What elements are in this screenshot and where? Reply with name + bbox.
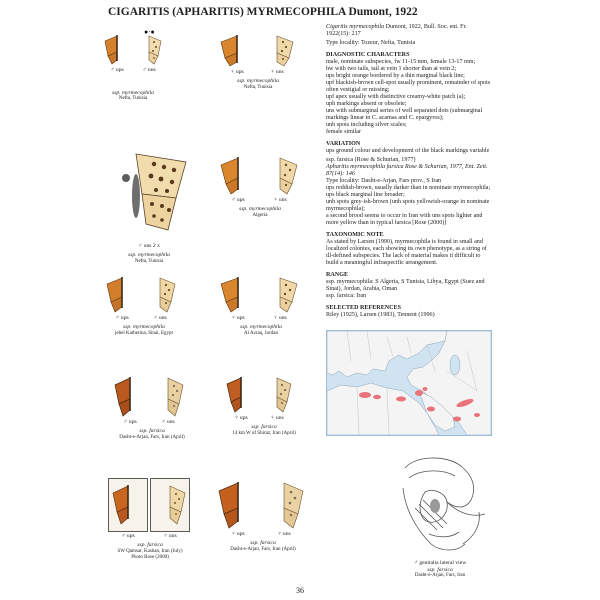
genitalia-subspecies: ssp. farsica [427,566,453,573]
butterfly-uns-image [142,274,178,314]
farsica-line: ups black marginal line broader; [326,192,405,198]
specimen-label: ♀ ups [231,531,245,537]
specimen-locality: Nefta, Tunisia [134,258,164,264]
butterfly-uns-enlarged-image [106,146,192,242]
butterfly-ups-photo [108,478,148,532]
specimen-plate [100,28,315,583]
diagnostic-line: upf apex usually with distinctive creamy-white patch (a); [326,94,466,100]
specimen-figure [102,32,164,73]
specimen-label: ♀ uns [270,415,284,421]
butterfly-ups-image [104,274,140,314]
original-citation [326,24,492,38]
range-line: ssp. farsica: Iran [326,293,367,299]
specimen-label: ♂ uns [153,315,167,321]
specimen-locality: Dasht-e-Arjan, Fars, Iran (April) [230,546,296,552]
section-heading-diagnostic: DIAGNOSTIC CHARACTERS [326,52,410,58]
section-heading-variation: VARIATION [326,141,361,147]
specimen-locality: jebel Katherina, Sinai, Egypt [115,330,173,336]
specimen-subspecies: ssp. farsica [251,424,277,431]
specimen-label: ♂ uns [163,533,177,539]
taxonomic-note: As stated by Larsen (1990), myrmecophila is found in small and localized colonies, each showing its own phenotype, as a string of ill-defined subspecies. The lack of material makes it difficult to build a meaningful infraspecific arrangement. [326,239,487,266]
genitalia-label: ♂ genitalia lateral view [413,560,467,567]
genitalia-drawing [385,448,495,558]
diagnostic-line: upf blackish-brown cell-spot usually prominent, remainder of spots often vestigial or missing; [326,80,491,93]
butterfly-uns-image [134,32,164,66]
butterfly-ups-image [218,274,258,314]
diagnostic-line: female similar [326,129,362,135]
specimen-figure [104,146,194,265]
butterfly-uns-image [150,374,186,418]
citation-reference: Dumont, 1922, Bull. Soc. ent. Fr. 1922(15): 217 [326,24,467,37]
butterfly-uns-image [260,154,300,196]
farsica-line: ups reddish-brown, usually darker than in nominate myrmecophila; [326,185,491,191]
specimen-label: ♀ uns [273,197,287,203]
specimen-subspecies: ssp. myrmecophila [123,324,165,331]
specimen-locality: Nefta, Tunisia [243,84,273,90]
specimen-label: ♂ ups [110,67,124,73]
specimen-figure [224,374,304,437]
diagnostic-line: male, nominate subspecies, fw 11-15 mm, female 13-17 mm; [326,59,476,65]
specimen-label: ♂ ups [121,533,135,539]
butterfly-ups-image [216,478,260,530]
map-image [327,331,491,435]
specimen-label: ♂ ups [231,197,245,203]
genitalia-locality: Dasht-e-Arjan, Fars, Iran [414,573,466,579]
citation-name: Cigaritis myrmecophila [326,24,385,30]
butterfly-uns-image [260,274,300,314]
butterfly-uns-image [258,32,296,68]
specimen-figure [112,374,192,441]
specimen-subspecies: ssp. myrmecophila [237,78,279,85]
specimen-label: ♂ uns [161,419,175,425]
specimen-subspecies: ssp. myrmecophila [112,90,154,96]
specimen-label: ♀ ups [231,315,245,321]
specimen-label: ♀ uns [270,69,284,75]
marker-dots: ●·● [144,28,155,36]
specimen-figure [108,478,192,562]
butterfly-uns-image [260,374,294,414]
diagnostic-line: uns with submarginal series of well separated dots (submarginal markings linear in C. acamas and C. epargyros); [326,108,483,121]
specimen-subspecies: ssp. farsica [139,428,165,435]
butterfly-ups-image [218,32,256,68]
butterfly-uns-image [262,478,306,530]
butterfly-ups-image [112,374,148,418]
specimen-label: ♀ uns [273,315,287,321]
specimen-photo-credit: Photo Rose (2000) [131,555,169,561]
range-line: ssp. myrmecophila: S Algeria, S Tunisia, Libya, Egypt (Suez and Sinai), Jordan, Arabia, Oman [326,279,485,292]
specimen-label: ♀ ups [230,69,244,75]
genitalia-figure [380,448,500,580]
farsica-line: unh spots grey-ish-brown (unh spots yellowish-orange in nominate myrmecophila); [326,199,490,212]
specimen-figure [104,274,184,337]
farsica-line: Type locality: Dasht-e-Arjan, Fars prov., S Iran [326,178,442,184]
specimen-figure [218,32,298,91]
specimen-subspecies: ssp. myrmecophila [240,324,282,331]
specimen-locality: Dasht-e-Arjan, Fars, Iran (April) [119,434,185,440]
butterfly-ups-image [102,32,132,66]
references-text: Riley (1925), Larsen (1983), Tennent (1996) [326,312,435,318]
farsica-line: a second brood seems to occur in Iran with uns spots lighter and more yellow than in typical farsica [Rose (2000)] [326,213,483,226]
specimen-subspecies: ssp. myrmecophila [239,206,281,213]
specimen-locality: SW Qamsar, Kashan, Iran (July) [117,548,183,554]
section-heading-references: SELECTED REFERENCES [326,305,402,311]
specimen-label: ♂ uns [142,67,156,73]
distribution-map [326,330,492,436]
specimen-label: ♂ uns 2 x [138,243,160,249]
specimen-subspecies: ssp. farsica [137,542,163,549]
specimen-subspecies: ssp. farsica [250,540,276,547]
type-locality: Type locality: Tozeur, Nefta, Tunisia [326,40,416,46]
specimen-figure [216,478,310,553]
specimen-locality: Nefta, Tunisia [118,96,148,102]
section-heading-range: RANGE [326,272,349,278]
butterfly-ups-image [218,154,258,196]
diagnostic-line: uph markings absent or obsolete; [326,101,407,107]
farsica-citation: Apharitis myrmecophila farsica Rose & Schurian, 1977, Ent. Zeit. 87(14): 146 [326,164,488,177]
specimen-locality: 14 km W of Shiraz, Iran (April) [232,430,296,436]
specimen-figure [218,154,302,219]
specimen-label: ♀ ups [234,415,248,421]
specimen-locality: Al Azraq, Jordan [243,330,279,336]
butterfly-uns-photo [150,478,190,532]
specimen-caption [102,90,164,103]
diagnostic-line: ups bright orange bordered by a thin marginal black line; [326,73,465,79]
specimen-figure [218,274,304,337]
butterfly-ups-image [224,374,258,414]
variation-text: ups ground colour and development of the black markings variable [326,148,490,154]
diagnostic-line: hw with two tails, tail at vein 1 shorter than at vein 2; [326,66,457,72]
specimen-locality: Algeria [252,212,268,218]
specimen-label: ♀ uns [277,531,291,537]
species-description [326,24,492,321]
specimen-label: ♂ ups [115,315,129,321]
diagnostic-line: unh spots including silver scales; [326,122,407,128]
specimen-subspecies: ssp. myrmecophila [128,252,170,259]
page-number: 36 [296,586,304,595]
specimen-label: ♂ ups [123,419,137,425]
farsica-reference: ssp. farsica (Rose & Schurian, 1977) [326,157,416,163]
page-title: CIGARITIS (APHARITIS) MYRMECOPHILA Dumont, 1922 [108,6,418,18]
section-heading-taxonomic: TAXONOMIC NOTE [326,232,384,238]
